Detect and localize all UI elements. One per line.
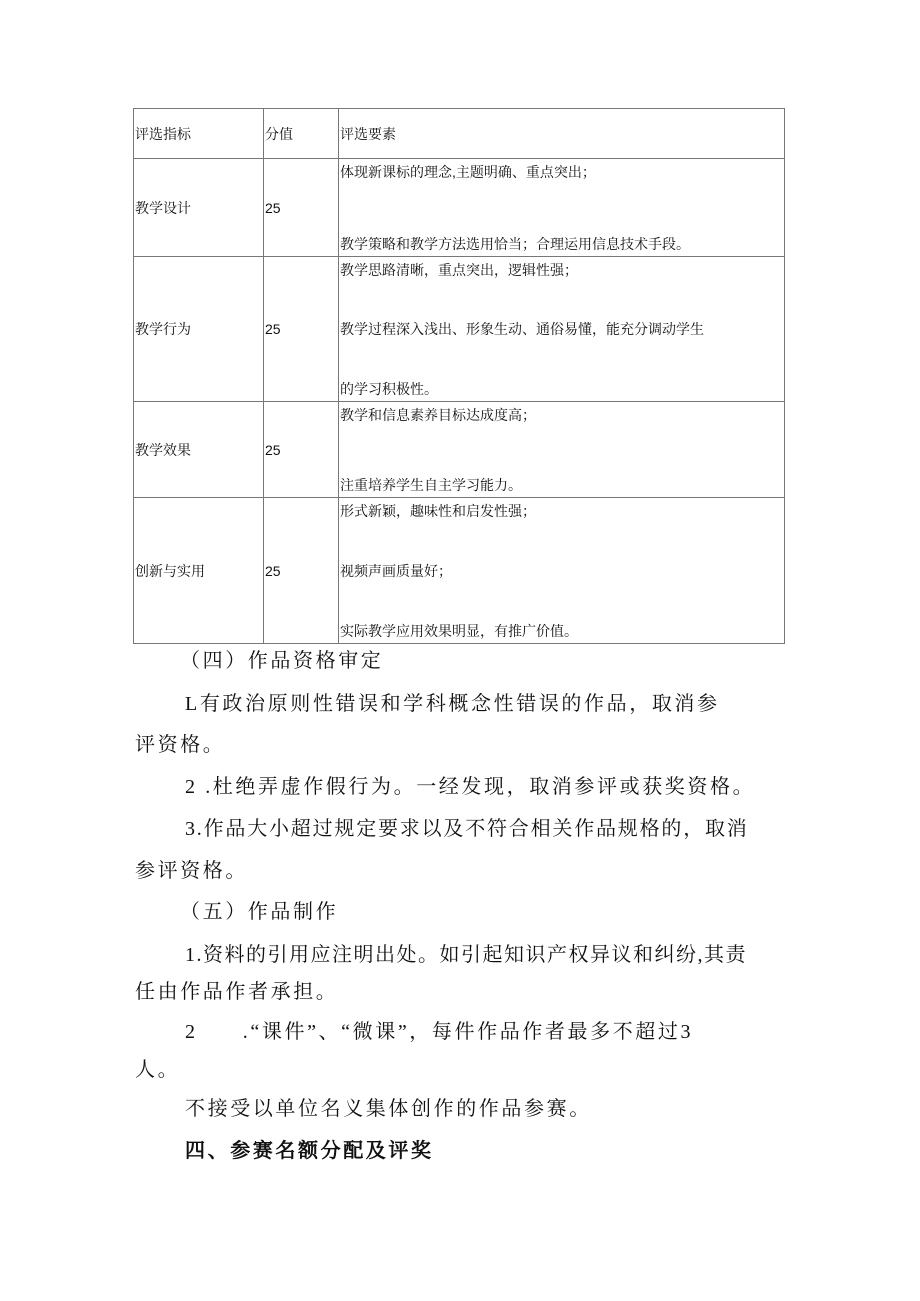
table-row (134, 257, 785, 402)
evaluation-criteria-table (133, 108, 785, 644)
criteria-item: 注重培养学生自主学习能力。 (340, 476, 522, 493)
score-cell: 25 (264, 159, 339, 257)
paragraph: 参评资格。 (135, 860, 248, 882)
table-row (134, 159, 785, 257)
header-indicator: 评选指标 (134, 109, 264, 159)
indicator-cell: 教学行为 (134, 257, 264, 402)
indicator-cell: 教学设计 (134, 159, 264, 257)
paragraph: 1.资料的引用应注明出处。如引起知识产权异议和纠纷,其责 (185, 944, 747, 966)
table-row (134, 402, 785, 498)
header-score: 分值 (264, 109, 339, 159)
score-cell: 25 (264, 402, 339, 498)
paragraph: 人。 (135, 1059, 181, 1081)
section-heading-quota: 四、参赛名额分配及评奖 (185, 1140, 434, 1162)
criteria-item: 教学策略和教学方法选用恰当；合理运用信息技术手段。 (340, 235, 690, 252)
section-heading-production: （五）作品制作 (180, 901, 339, 923)
criteria-item: 体现新课标的理念,主题明确、重点突出； (340, 163, 596, 180)
score-cell: 25 (264, 257, 339, 402)
indicator-cell: 创新与实用 (134, 498, 264, 644)
paragraph: 2 .杜绝弄虚作假行为。一经发现，取消参评或获奖资格。 (185, 776, 756, 798)
paragraph: L有政治原则性错误和学科概念性错误的作品，取消参 (185, 693, 720, 715)
criteria-item: 形式新颖，趣味性和启发性强； (340, 502, 536, 519)
header-criteria: 评选要素 (339, 109, 785, 159)
criteria-cell (339, 498, 785, 644)
criteria-item: 教学和信息素养目标达成度高； (340, 406, 536, 423)
table-row (134, 498, 785, 644)
criteria-item: 的学习积极性。 (340, 380, 438, 397)
criteria-cell (339, 402, 785, 498)
paragraph: 2 .“课件”、“微课”，每件作品作者最多不超过3 (185, 1021, 694, 1043)
paragraph: 任由作品作者承担。 (135, 981, 339, 1003)
criteria-cell (339, 257, 785, 402)
criteria-item: 视频声画质量好； (340, 562, 452, 579)
paragraph: 评资格。 (135, 734, 226, 756)
indicator-cell: 教学效果 (134, 402, 264, 498)
criteria-item: 教学思路清晰，重点突出，逻辑性强； (340, 261, 578, 278)
criteria-item: 教学过程深入浅出、形象生动、通俗易懂，能充分调动学生 (340, 321, 704, 337)
score-cell: 25 (264, 498, 339, 644)
table-header-row (134, 109, 785, 159)
section-heading-qualification: （四）作品资格审定 (180, 650, 384, 672)
criteria-cell (339, 159, 785, 257)
criteria-item: 实际教学应用效果明显，有推广价值。 (340, 622, 578, 639)
paragraph: 3.作品大小超过规定要求以及不符合相关作品规格的，取消 (185, 818, 749, 840)
paragraph: 不接受以单位名义集体创作的作品参赛。 (185, 1098, 592, 1120)
